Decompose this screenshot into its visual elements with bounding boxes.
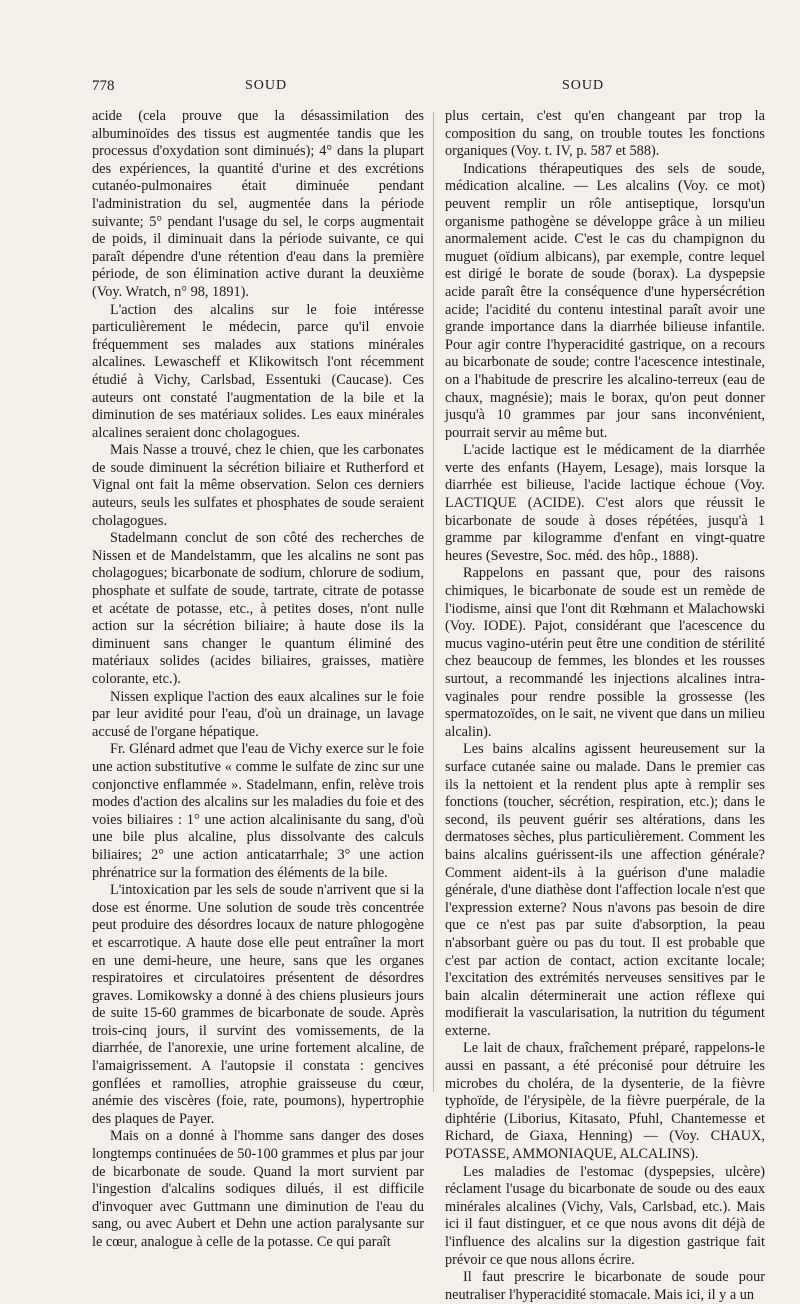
paragraph: Rappelons en passant que, pour des raisons chimiques, le bicarbonate de soude est un remède de l'iodisme, ainsi que l'ont dit Rœhmann et Malachowski (Voy. IODE). Pajot, considérant que l'acescence du mucus vagino-utérin peut être une condition de stérilité chez beaucoup de femmes, les blondes et les rousses surtout, a recommandé les injections alcalines intra-vaginales pour rendre possible la grossesse (les spermatozoïdes, on le sait, ne vivent que dans un milieu alcalin). xyxy=(445,565,765,740)
paragraph: L'action des alcalins sur le foie intéresse particulièrement le médecin, parce qu'il envoie fréquemment ses malades aux stations minérales alcalines. Lewascheff et Klikowitsch l'ont récemment étudié à Vichy, Carlsbad, Essentuki (Caucase). Ces auteurs ont constaté l'augmentation de la bile et la diminution de ses matériaux solides. Les eaux minérales alcalines seraient donc cholagogues. xyxy=(92,301,424,441)
left-column xyxy=(92,108,424,1252)
paragraph: Les maladies de l'estomac (dyspepsies, ulcère) réclament l'usage du bicarbonate de soude ou des eaux minérales alcalines (Vichy, Vals, Carlsbad, etc.). Mais ici il faut distinguer, et ce que nous avons dit déjà de l'influence des alcalins sur la digestion gastrique fait prévoir ce que nous allons écrire. xyxy=(445,1163,765,1268)
paragraph: Il faut prescrire le bicarbonate de soude pour neutraliser l'hyperacidité stomacale. Mais ici, il y a un xyxy=(445,1269,765,1303)
paragraph: Nissen explique l'action des eaux alcalines sur le foie par leur avidité pour l'eau, d'où un drainage, un lavage accusé de l'organe hépatique. xyxy=(92,688,424,740)
page-number: 778 xyxy=(92,78,115,94)
paragraph: Mais Nasse a trouvé, chez le chien, que les carbonates de soude diminuent la sécrétion biliaire et Rutherford et Vignal ont fait la même observation. Selon ces derniers auteurs, seuls les sulfates et phosphates de soude seraient cholagogues. xyxy=(92,442,424,529)
paragraph: plus certain, c'est qu'en changeant par trop la composition du sang, on trouble toutes les fonctions organiques (Voy. t. IV, p. 587 et 588). xyxy=(445,108,765,160)
paragraph: Le lait de chaux, fraîchement préparé, rappelons-le aussi en passant, a été préconisé pour détruire les microbes du choléra, de la dysenterie, de la fièvre typhoïde, de l'érysipèle, de la fièvre puerpérale, de la diphtérie (Liborius, Kitasato, Pfuhl, Chantemesse et Richard, de Giaxa, Henning) — (Voy. CHAUX, POTASSE, AMMONIAQUE, ALCALINS). xyxy=(445,1040,765,1163)
paragraph: acide (cela prouve que la désassimilation des albuminoïdes des tissus est augmentée tandis que les processus d'oxydation sont diminués); 4° dans la plupart des expériences, la quantité d'urine et des excrétions cutanéo-pulmonaires était diminuée pendant l'administration du sel, augmentée dans la période suivante; 5° pendant l'usage du sel, le corps augmentait de poids, il diminuait dans la période suivante, ce qui paraît dépendre d'une rétention d'eau dans la première période, de son élimination active durant la deuxième (Voy. Wratch, n° 98, 1891). xyxy=(92,108,424,300)
paragraph: L'intoxication par les sels de soude n'arrivent que si la dose est énorme. Une solution de soude très concentrée peut produire des désordres locaux de nature phlogogène et escarrotique. A haute dose elle peut entraîner la mort en une demi-heure, une heure, sans que les organes respiratoires et circulatoires présentent de désordres graves. Lomikowsky a donné à des chiens plusieurs jours de suite 15-60 grammes de bicarbonate de soude. Après trois-cinq jours, il survint des vomissements, de la diarrhée, de l'anorexie, une urine fortement alcaline, de l'amaigrissement. A l'autopsie il constata : gencives gonflées et ramollies, atrophie graisseuse du cœur, anémie des viscères (foie, rate, poumons), hypertrophie des plaques de Payer. xyxy=(92,882,424,1127)
section-paragraph: Indications thérapeutiques des sels de soude, médication alcaline. — Les alcalins (Voy. ce mot) peuvent remplir un rôle antiseptique, lorsqu'un organisme pathogène se développe grâce à un milieu anormalement acide. C'est le cas du champignon du muguet (oïdium albicans), par exemple, contre lequel est dirigé le borate de soude (borax). La dyspepsie acide paraît être la conséquence d'une hypersécrétion acide; l'acidité du contenu intestinal paraît avoir une grande importance dans la diarrhée bilieuse infantile. Pour agir contre l'hyperacidité gastrique, on a recours au bicarbonate de soude; contre l'acescence intestinale, on a l'habitude de prescrire les alcalino-terreux (eau de chaux, magnésie); mais le borax, qu'on peut donner jusqu'à 10 grammes par jour sans inconvénient, pourrait servir au même but. xyxy=(445,160,765,441)
paragraph: Fr. Glénard admet que l'eau de Vichy exerce sur le foie une action substitutive « comme le sulfate de zinc sur une conjonctive enflammée ». Stadelmann, enfin, relève trois modes d'action des alcalins sur les maladies du foie et des voies biliaires : 1° une action alcalinisante du sang, d'où une bile plus alcaline, plus dissolvante des calculs biliaires; 2° une action anticatarrhale; 3° une action phrénatrice sur la formation des éléments de la bile. xyxy=(92,741,424,881)
paragraph: Les bains alcalins agissent heureusement sur la surface cutanée saine ou malade. Dans le premier cas ils la nettoient et la rendent plus apte à remplir ses fonctions (toucher, sécrétion, respiration, etc.); dans le second, ils peuvent guérir ses altérations, dans les dermatoses sèches, plus particulièrement. Comment les bains alcalins guérissent-ils une affection générale? Comment aident-ils à la guérison d'une maladie générale, d'une diathèse dont l'affection locale n'est que l'expression externe? Nous n'avons pas besoin de dire que ce n'est pas par suite d'absorption, la peau n'absorbant guère ou pas du tout. Il est probable que c'est par action de contact, action excitante locale; l'excitation des extrémités nerveuses sensitives par le bain alcalin déterminerait une action réflexe qui modifierait la vascularisation, la nutrition du tégument externe. xyxy=(445,741,765,1039)
running-head-right: SOUD xyxy=(562,78,605,93)
paragraph: L'acide lactique est le médicament de la diarrhée verte des enfants (Hayem, Lesage), mais lorsque la diarrhée est bilieuse, l'acide lactique échoue (Voy. LACTIQUE (ACIDE). C'est alors que réussit le bicarbonate de soude à doses répétées, jusqu'à 1 gramme par kilogramme d'enfant en vingt-quatre heures (Sevestre, Soc. méd. des hôp., 1888). xyxy=(445,442,765,564)
column-rule xyxy=(433,112,434,1092)
paragraph: Mais on a donné à l'homme sans danger des doses longtemps continuées de 50-100 grammes et plus par jour de bicarbonate de soude. Quand la mort survient par l'ingestion d'alcalins sodiques dilués, il est difficile d'invoquer avec Guttmann une diminution de l'eau du sang, ou avec Aubert et Dehn une action paralysante sur le cœur, analogue à celle de la potasse. Ce qui paraît xyxy=(92,1128,424,1250)
right-column xyxy=(445,108,765,1304)
paragraph: Stadelmann conclut de son côté des recherches de Nissen et de Mandelstamm, que les alcalins ne sont pas cholagogues; bicarbonate de sodium, chlorure de sodium, phosphate et sulfate de soude, tartrate, citrate de potasse et acétate de potasse, etc., à petites doses, n'ont nulle action sur la sécrétion biliaire; à haute dose ils la diminuent sans changer le quantum éliminé des matériaux solides (acides biliaires, graisses, matière colorante, etc.). xyxy=(92,530,424,687)
running-head-left: SOUD xyxy=(245,78,288,93)
